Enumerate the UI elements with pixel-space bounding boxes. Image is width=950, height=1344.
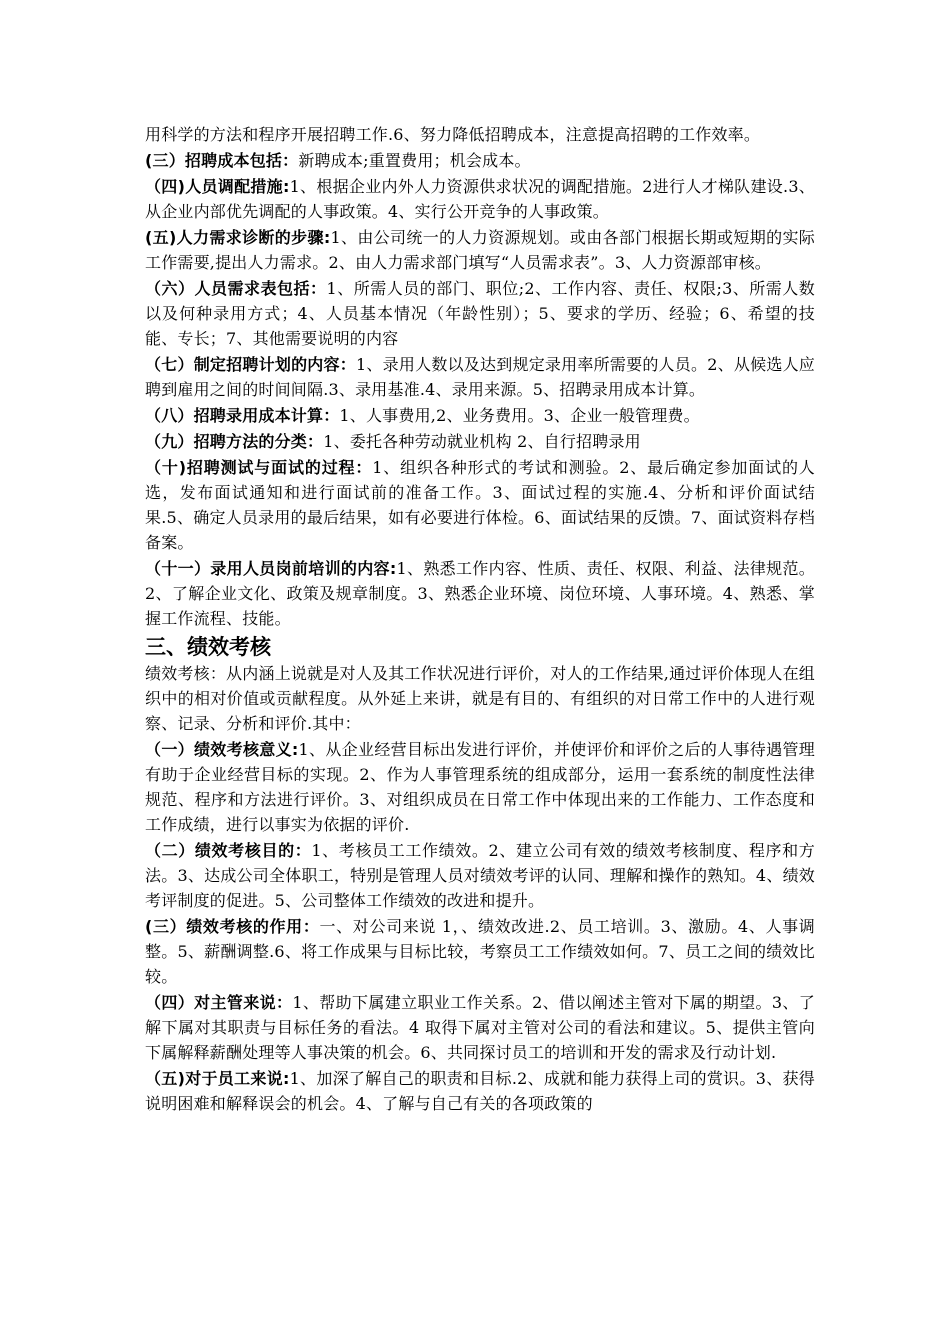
- paragraph-recruit-plan: （七）制定招聘计划的内容：1、录用人数以及达到规定录用率所需要的人员。2、从候选人应聘到雇用之间的时间间隔.3、录用基准.4、录用来源。5、招聘录用成本计算。: [145, 355, 815, 399]
- paragraph-heading: （十一）录用人员岗前培训的内容:: [145, 559, 397, 578]
- paragraph-heading: (三）招聘成本包括：: [145, 151, 299, 170]
- paragraph-heading: （八）招聘录用成本计算：: [145, 406, 340, 425]
- section-title: 三、绩效考核: [145, 635, 271, 659]
- paragraph-heading: （五)对于员工来说:: [145, 1069, 290, 1088]
- paragraph-performance-meaning: （一）绩效考核意义:1、从企业经营目标出发进行评价，并使评价和评价之后的人事待遇管理有助于企业经营目标的实现。2、作为人事管理系统的组成部分，运用一套系统的制度性法律规范、程序和方法进行评价。3、对组织成员在日常工作中体现出来的工作能力、工作态度和工作成绩，进行以事实为依据的评价.: [145, 740, 815, 834]
- paragraph-heading: （九）招聘方法的分类：: [145, 432, 324, 451]
- paragraph-demand-diagnosis: (五)人力需求诊断的步骤:1、由公司统一的人力资源规划。或由各部门根据长期或短期的实际工作需要,提出人力需求。2、由人力需求部门填写“人员需求表”。3、人力资源部审核。: [145, 228, 815, 272]
- paragraph-performance-purpose: （二）绩效考核目的：1、考核员工工作绩效。2、建立公司有效的绩效考核制度、程序和方法。3、达成公司全体职工，特别是管理人员对绩效考评的认同、理解和操作的熟知。4、绩效考评制度的促进。5、公司整体工作绩效的改进和提升。: [145, 841, 815, 910]
- paragraph-heading: （七）制定招聘计划的内容：: [145, 355, 356, 374]
- paragraph-heading: （四)人员调配措施:: [145, 177, 290, 196]
- paragraph-for-employees: （五)对于员工来说:1、加深了解自己的职责和目标.2、成就和能力获得上司的赏识。3、获得说明困难和解释误会的机会。4、了解与自己有关的各项政策的: [145, 1069, 815, 1113]
- document-page: [145, 122, 815, 1116]
- paragraph-heading: （一）绩效考核意义:: [145, 740, 299, 759]
- paragraph-interview-process: （十)招聘测试与面试的过程：1、组织各种形式的考试和测验。2、最后确定参加面试的人选，发布面试通知和进行面试前的准备工作。3、面试过程的实施.4、分析和评价面试结果.5、确定人员录用的最后结果，如有必要进行体检。6、面试结果的反馈。7、面试资料存档备案。: [145, 458, 815, 552]
- paragraph-heading: （十)招聘测试与面试的过程：: [145, 458, 373, 477]
- paragraph-staff-allocation: （四)人员调配措施:1、根据企业内外人力资源供求状况的调配措施。2进行人才梯队建设.3、从企业内部优先调配的人事政策。4、实行公开竞争的人事政策。: [145, 177, 815, 221]
- paragraph-demand-form: （六）人员需求表包括：1、所需人员的部门、职位;2、工作内容、责任、权限;3、所需人数以及何种录用方式；4、人员基本情况（年龄性别）；5、要求的学历、经验；6、希望的技能、专长；7、其他需要说明的内容: [145, 279, 815, 348]
- paragraph-intro: 用科学的方法和程序开展招聘工作.6、努力降低招聘成本，注意提高招聘的工作效率。: [145, 125, 761, 144]
- paragraph-recruit-cost: (三）招聘成本包括：新聘成本;重置费用；机会成本。: [145, 151, 531, 170]
- paragraph-for-supervisors: （四）对主管来说：1、帮助下属建立职业工作关系。2、借以阐述主管对下属的期望。3、了解下属对其职责与目标任务的看法。4 取得下属对主管对公司的看法和建议。5、提供主管向下属解释薪酬处理等人事决策的机会。6、共同探讨员工的培训和开发的需求及行动计划.: [145, 993, 815, 1062]
- paragraph-hiring-cost: （八）招聘录用成本计算：1、人事费用,2、业务费用。3、企业一般管理费。: [145, 406, 700, 425]
- paragraph-heading: (五)人力需求诊断的步骤:: [145, 228, 331, 247]
- paragraph-heading: （六）人员需求表包括：: [145, 279, 327, 298]
- paragraph-performance-role: (三）绩效考核的作用：一、对公司来说 1，、绩效改进.2、员工培训。3、激励。4、人事调整。5、薪酬调整.6、将工作成果与目标比较，考察员工工作绩效如何。7、员工之间的绩效比较。: [145, 917, 816, 986]
- paragraph-recruit-methods: （九）招聘方法的分类：1、委托各种劳动就业机构 2、自行招聘录用: [145, 432, 641, 451]
- paragraph-heading: （二）绩效考核目的：: [145, 841, 312, 860]
- paragraph-heading: （四）对主管来说：: [145, 993, 293, 1012]
- paragraph-performance-definition: 绩效考核：从内涵上说就是对人及其工作状况进行评价，对人的工作结果,通过评价体现人在组织中的相对价值或贡献程度。从外延上来讲，就是有目的、有组织的对日常工作中的人进行观察、记录、分析和评价.其中：: [145, 664, 815, 733]
- paragraph-heading: (三）绩效考核的作用：: [145, 917, 320, 936]
- paragraph-pre-job-training: （十一）录用人员岗前培训的内容:1、熟悉工作内容、性质、责任、权限、利益、法律规范。2、了解企业文化、政策及规章制度。3、熟悉企业环境、岗位环境、人事环境。4、熟悉、掌握工作流程、技能。: [145, 559, 815, 628]
